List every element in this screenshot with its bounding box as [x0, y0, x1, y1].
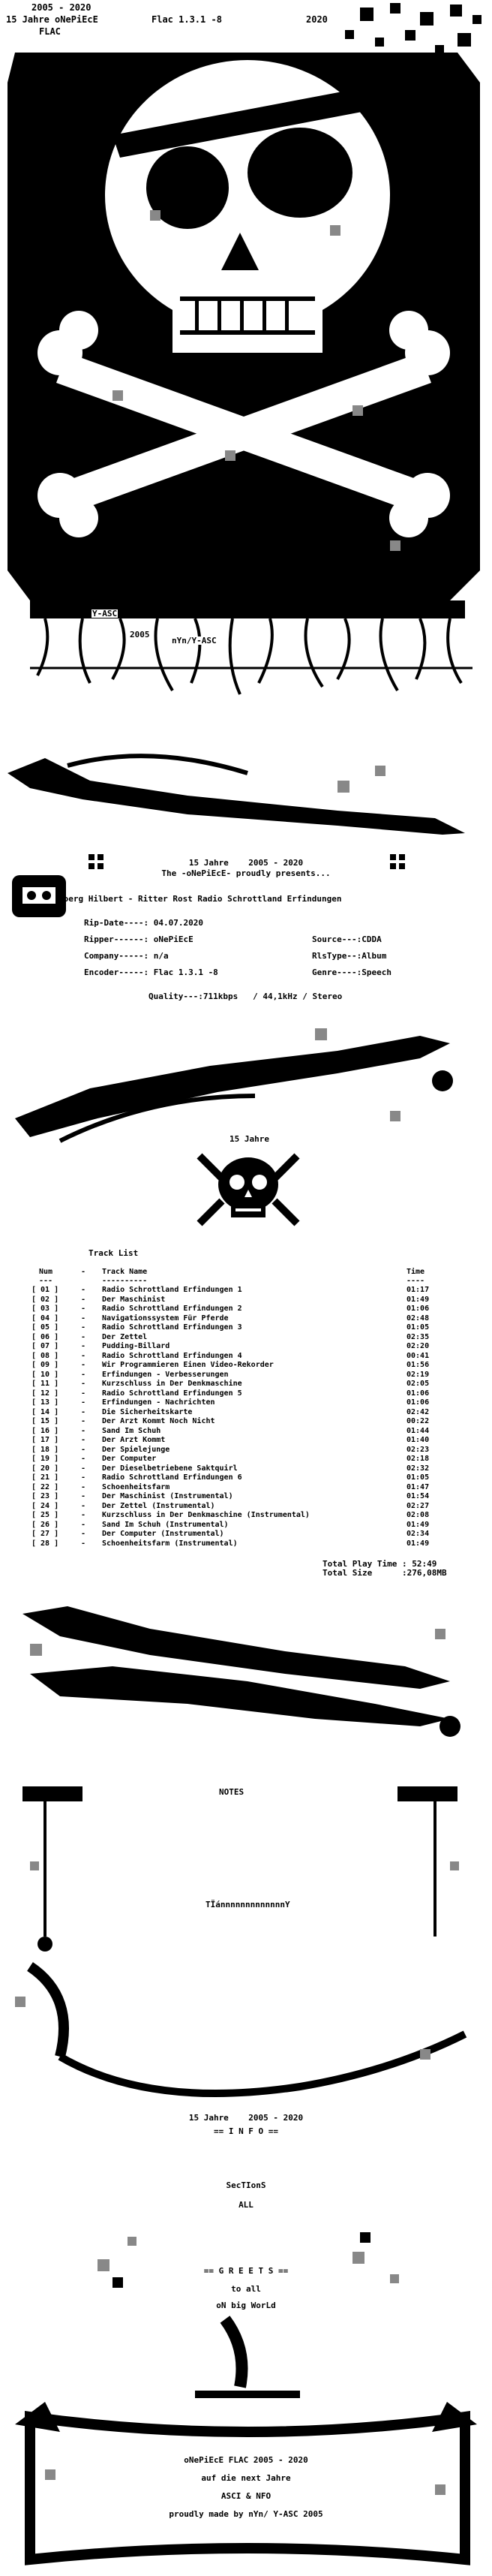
sep-name: ----------: [102, 1277, 148, 1285]
track-num: [ 27 ]: [32, 1530, 59, 1538]
notes-body: TÏánnnnnnnnnnnnnY: [206, 1900, 290, 1909]
release-rip-date: Rip-Date----: 04.07.2020: [84, 918, 203, 928]
sword-divider-4: [0, 1952, 492, 2117]
total-size: Total Size :276,08MB: [322, 1568, 447, 1578]
track-time: 02:32: [406, 1464, 430, 1473]
track-num: [ 02 ]: [32, 1295, 59, 1304]
track-dash: -: [81, 1511, 86, 1519]
header-codec: Flac 1.3.1 -8: [152, 14, 222, 25]
track-name: Der Arzt Kommt Noch Nicht: [102, 1417, 215, 1425]
track-time: 02:19: [406, 1370, 430, 1379]
track-time: 00:22: [406, 1417, 430, 1425]
sword-divider-3: [0, 1584, 492, 1756]
track-dash: -: [81, 1398, 86, 1407]
track-name: Wir Programmieren Einen Video-Rekorder: [102, 1361, 274, 1369]
track-time: 02:48: [406, 1314, 430, 1323]
track-time: 02:42: [406, 1407, 430, 1416]
footer-scroll: [0, 2319, 492, 2574]
header-years: 2005 - 2020: [32, 2, 92, 13]
sword-divider-1: [0, 751, 492, 841]
track-num: [ 07 ]: [32, 1342, 59, 1350]
info-all: ALL: [238, 2200, 254, 2210]
track-num: [ 18 ]: [32, 1445, 59, 1454]
track-time: 01:05: [406, 1323, 430, 1332]
track-dash: -: [81, 1473, 86, 1482]
small-skull-icon: [192, 1148, 304, 1231]
track-name: Der Maschinist (Instrumental): [102, 1492, 233, 1500]
track-name: Radio Schrottland Erfindungen 6: [102, 1473, 242, 1482]
track-num: [ 10 ]: [32, 1370, 59, 1379]
presents-line-1: 15 Jahre 2005 - 2020: [188, 858, 304, 868]
track-num: [ 05 ]: [32, 1323, 59, 1332]
notes-title: NOTES: [219, 1787, 244, 1797]
track-dash: -: [81, 1342, 86, 1350]
track-time: 02:23: [406, 1445, 430, 1454]
skull-crossbones-logo: [0, 0, 492, 751]
track-name: Der Maschinist: [102, 1295, 166, 1304]
track-dash: -: [81, 1380, 86, 1388]
track-name: Radio Schrottland Erfindungen 1: [102, 1286, 242, 1294]
track-dash: -: [81, 1464, 86, 1473]
sep-num: ---: [39, 1277, 53, 1285]
track-name: Kurzschluss in Der Denkmaschine (Instrumental): [102, 1511, 310, 1519]
tracklist-sep-row: [32, 1277, 460, 1308]
track-time: 02:35: [406, 1332, 430, 1341]
footer-line-4: proudly made by nYn/ Y-ASC 2005: [169, 2509, 323, 2519]
track-name: Sand Im Schuh (Instrumental): [102, 1520, 229, 1529]
track-dash: -: [81, 1361, 86, 1369]
track-num: [ 09 ]: [32, 1361, 59, 1369]
track-num: [ 20 ]: [32, 1464, 59, 1473]
track-dash: -: [81, 1482, 86, 1491]
footer-line-1: oNePiEcE FLAC 2005 - 2020: [184, 2455, 308, 2465]
track-name: Der Zettel: [102, 1332, 148, 1341]
tracklist-heading: Track List: [88, 1248, 139, 1258]
track-time: 01:44: [406, 1426, 430, 1435]
info-line-1: 15 Jahre 2005 - 2020: [188, 2113, 304, 2123]
track-dash: -: [81, 1455, 86, 1463]
track-dash: -: [81, 1314, 86, 1323]
track-num: [ 01 ]: [32, 1286, 59, 1294]
logo-tag-1: Y-ASC: [92, 609, 118, 618]
header-format: FLAC: [39, 26, 61, 37]
footer-line-2: auf die next Jahre: [201, 2473, 291, 2483]
release-source: Source---:CDDA: [312, 934, 382, 944]
footer-line-3: ASCI & NFO: [220, 2491, 272, 2501]
track-num: [ 11 ]: [32, 1380, 59, 1388]
col-num: Num: [39, 1268, 53, 1276]
track-time: 01:49: [406, 1539, 430, 1548]
track-time: 02:05: [406, 1380, 430, 1388]
release-title: Joerg Hilbert - Ritter Rost Radio Schrottland Erfindungen: [58, 894, 342, 904]
track-dash: -: [81, 1530, 86, 1538]
track-name: Pudding-Billard: [102, 1342, 170, 1350]
col-dash: -: [81, 1268, 86, 1276]
track-name: Schoenheitsfarm (Instrumental): [102, 1539, 238, 1548]
release-quality: Quality---:711kbps / 44,1kHz / Stereo: [148, 992, 343, 1001]
greets-title: == G R E E T S ==: [203, 2266, 289, 2276]
track-name: Kurzschluss in Der Denkmaschine: [102, 1380, 242, 1388]
track-time: 02:27: [406, 1501, 430, 1510]
track-name: Navigationssystem Für Pferde: [102, 1314, 229, 1323]
presents-line-2: The -oNePiEcE- proudly presents...: [161, 868, 331, 878]
header-group: 15 Jahre oNePiEcE: [6, 14, 98, 25]
track-dash: -: [81, 1407, 86, 1416]
track-num: [ 22 ]: [32, 1482, 59, 1491]
track-dash: -: [81, 1305, 86, 1313]
track-name: Der Arzt Kommt: [102, 1436, 166, 1444]
track-num: [ 23 ]: [32, 1492, 59, 1500]
track-dash: -: [81, 1389, 86, 1398]
track-num: [ 06 ]: [32, 1332, 59, 1341]
release-genre: Genre----:Speech: [312, 968, 392, 977]
track-name: Erfindungen - Nachrichten: [102, 1398, 215, 1407]
track-time: 02:18: [406, 1455, 430, 1463]
track-num: [ 26 ]: [32, 1520, 59, 1529]
track-time: 02:20: [406, 1342, 430, 1350]
track-name: Radio Schrottland Erfindungen 2: [102, 1305, 242, 1313]
track-time: 01:06: [406, 1389, 430, 1398]
track-num: [ 04 ]: [32, 1314, 59, 1323]
release-ripper: Ripper------: oNePiEcE: [84, 934, 194, 944]
track-name: Der Dieselbetriebene Saktquirl: [102, 1464, 238, 1473]
track-dash: -: [81, 1445, 86, 1454]
logo-tag-2: 2005: [130, 630, 150, 639]
track-dash: -: [81, 1323, 86, 1332]
track-dash: -: [81, 1539, 86, 1548]
track-dash: -: [81, 1501, 86, 1510]
total-play-time: Total Play Time : 52:49: [322, 1559, 437, 1569]
track-num: [ 15 ]: [32, 1417, 59, 1425]
track-name: Radio Schrottland Erfindungen 5: [102, 1389, 242, 1398]
track-time: 01:17: [406, 1286, 430, 1294]
track-time: 00:41: [406, 1351, 430, 1360]
logo-tag-3: nYn/Y-ASC: [172, 636, 217, 646]
track-dash: -: [81, 1370, 86, 1379]
release-encoder: Encoder-----: Flac 1.3.1 -8: [84, 968, 218, 977]
track-dash: -: [81, 1520, 86, 1529]
track-name: Der Computer (Instrumental): [102, 1530, 224, 1538]
track-time: 01:40: [406, 1436, 430, 1444]
track-time: 01:05: [406, 1473, 430, 1482]
track-name: Erfindungen - Verbesserungen: [102, 1370, 229, 1379]
track-time: 01:49: [406, 1295, 430, 1304]
track-time: 01:06: [406, 1305, 430, 1313]
track-time: 01:56: [406, 1361, 430, 1369]
track-dash: -: [81, 1286, 86, 1294]
track-num: [ 19 ]: [32, 1455, 59, 1463]
greets-line-1: to all: [231, 2284, 261, 2294]
track-dash: -: [81, 1436, 86, 1444]
track-time: 02:34: [406, 1530, 430, 1538]
track-name: Sand Im Schuh: [102, 1426, 161, 1435]
track-num: [ 25 ]: [32, 1511, 59, 1519]
track-time: 01:47: [406, 1482, 430, 1491]
track-num: [ 14 ]: [32, 1407, 59, 1416]
track-num: [ 28 ]: [32, 1539, 59, 1548]
track-dash: -: [81, 1332, 86, 1341]
col-time: Time: [406, 1268, 425, 1276]
track-num: [ 08 ]: [32, 1351, 59, 1360]
notes-frame: [0, 1756, 492, 1952]
track-dash: -: [81, 1351, 86, 1360]
track-num: [ 03 ]: [32, 1305, 59, 1313]
track-name: Der Computer: [102, 1455, 157, 1463]
col-name: Track Name: [102, 1268, 148, 1276]
track-num: [ 12 ]: [32, 1389, 59, 1398]
track-name: Der Zettel (Instrumental): [102, 1501, 215, 1510]
tracklist-year: 15 Jahre: [230, 1134, 269, 1144]
sep-time: ----: [406, 1277, 425, 1285]
track-time: 01:54: [406, 1492, 430, 1500]
track-name: Die Sicherheitskarte: [102, 1407, 193, 1416]
info-line-2: == I N F O ==: [213, 2126, 279, 2136]
track-time: 01:49: [406, 1520, 430, 1529]
track-num: [ 17 ]: [32, 1436, 59, 1444]
track-time: 02:08: [406, 1511, 430, 1519]
track-name: Radio Schrottland Erfindungen 4: [102, 1351, 242, 1360]
info-sections: SecTIonS: [226, 2180, 266, 2190]
track-time: 01:06: [406, 1398, 430, 1407]
release-rlstype: RlsType--:Album: [312, 951, 387, 961]
track-num: [ 16 ]: [32, 1426, 59, 1435]
track-num: [ 13 ]: [32, 1398, 59, 1407]
header-year: 2020: [306, 14, 328, 25]
release-company: Company-----: n/a: [84, 951, 169, 961]
track-name: Der Spielejunge: [102, 1445, 170, 1454]
track-dash: -: [81, 1492, 86, 1500]
greets-line-2: oN big WorLd: [216, 2301, 276, 2310]
track-dash: -: [81, 1426, 86, 1435]
track-dash: -: [81, 1295, 86, 1304]
track-num: [ 24 ]: [32, 1501, 59, 1510]
track-num: [ 21 ]: [32, 1473, 59, 1482]
track-name: Radio Schrottland Erfindungen 3: [102, 1323, 242, 1332]
track-dash: -: [81, 1417, 86, 1425]
track-name: Schoenheitsfarm: [102, 1482, 170, 1491]
